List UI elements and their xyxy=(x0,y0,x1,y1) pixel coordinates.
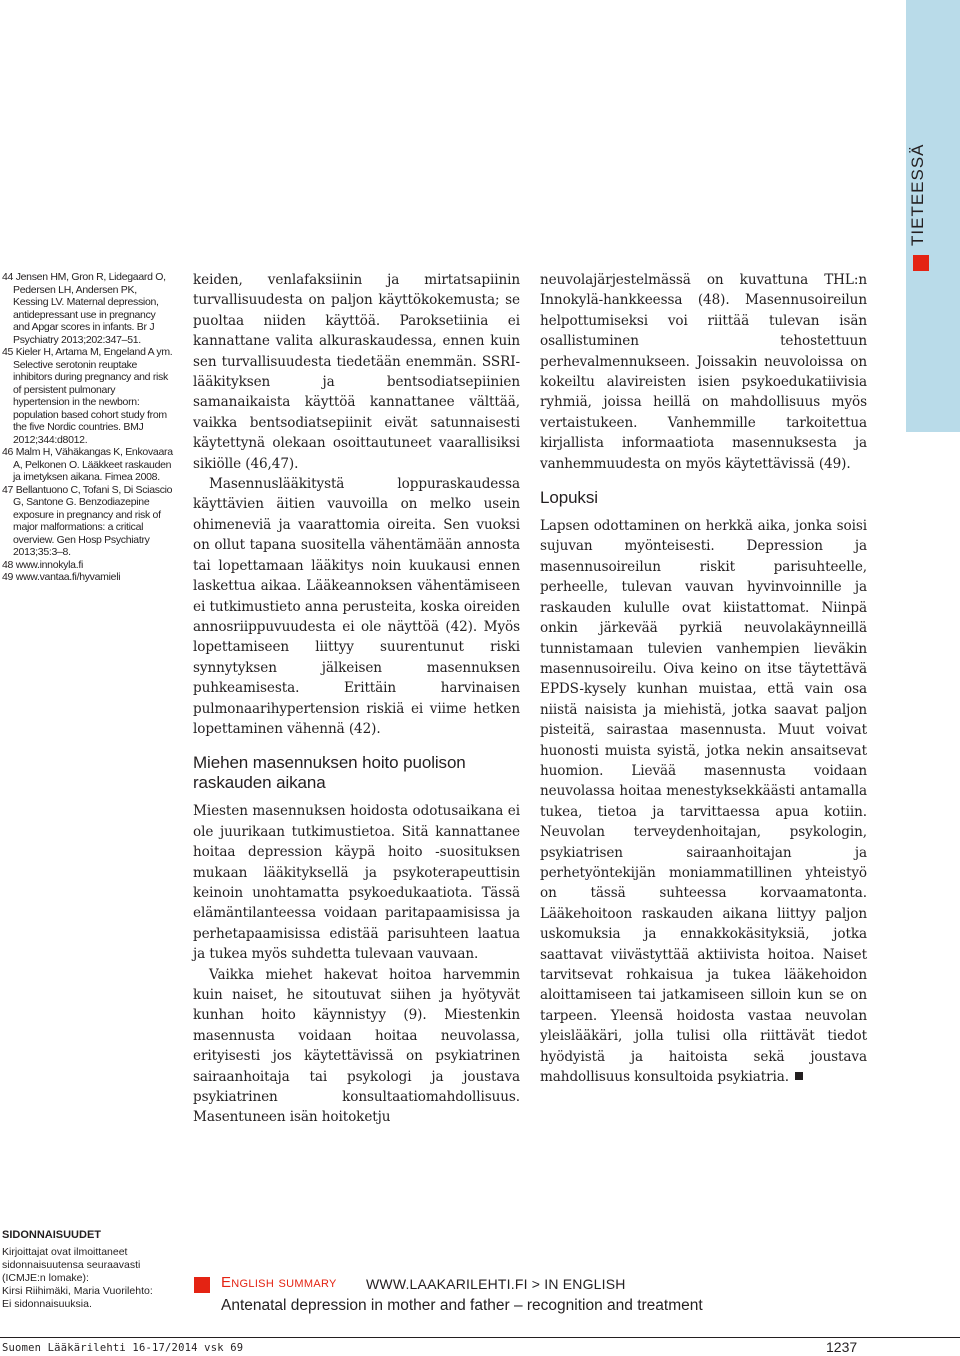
paragraph: neuvolajärjestelmässä on kuvattuna THL:n Innokylä-hankkeessa (48). Masennusoireilun helpottumiseksi voi riittää tulevan isän osallistuminen tehostettuun perhevalmennukseen. Joissakin neuvoloissa on kokeiltu alavireisten isien psykoedukatiivisia ryhmiä, joissa heillä on mahdollisuus myös vertaistukeen. Vanhemmille tarkoitettua kirjallista informaatiota masennuksesta ja vanhemmuudesta on myös käytettävissä (49). xyxy=(540,272,867,472)
disclosure-box xyxy=(2,1229,172,1311)
page-number: 1237 xyxy=(826,1339,858,1355)
reference-item: 49 www.vantaa.fi/hyvamieli xyxy=(2,571,121,583)
paragraph-text: Lapsen odottaminen on herkkä aika, jonka soisi sujuvan myönteisesti. Depression ja masennusoireilun riskit parisuhteelle, perheelle, tulevan vauvan hyvinvoinnille ja raskauden kululle ovat kiistattomat. Niinpä onkin järkevää pyrkiä neuvolakäynneillä tunnistamaan tulevien vanhempien lieväkin masennusoireilu. Oiva keino on itse täytettävä EPDS-kysely kunhan muistaa, että vain osa niistä naisista ja miehistä, jotka saavat paljon pisteitä, sairastaa masennusta. Muut voivat huonosti muista syistä, jotka nekin ansaitsevat huomion. Lievää masennusta voidaan neuvolassa hoitaa menestyksekkäästi antamalla tukea, tietoa ja tarvittaessa apua kotiin. Neuvolan terveydenhoitajan, psykologin, psykiatrisen sairaanhoitajan ja perhetyöntekijän moniammatillinen yhteistyö on tässä suhteessa korvaamatonta. Lääkehoitoon raskauden aikana liittyy paljon uskomuksia ja ennakkokäsityksiä, jotka saattavat viivästyttää aktiivista hoitoa. Naiset tarvitsevat rohkaisua ja tukea lääkehoidon aloittamiseen tai jatkamiseen silloin kun se on tarpeen. Yleensä hoidosta vastaa neuvolan yleislääkäri, jolla tulisi olla riittävät tiedot hyödyistä ja haitoista sekä joustava mahdollisuus konsultoida psykiatria. xyxy=(540,518,867,1086)
section-heading: Lopuksi xyxy=(540,488,598,508)
footer-divider xyxy=(0,1337,960,1338)
disclosure-title: SIDONNAISUUDET xyxy=(2,1229,102,1241)
section-square-icon xyxy=(913,255,929,271)
reference-item: 45 Kieler H, Artama M, Engeland A ym. Selective serotonin reuptake inhibitors during pregnancy and risk of persistent pulmonary hypertension in the newborn: population based cohort study from the five Nordic countries. BMJ 2012;344:d8012. xyxy=(2,346,173,446)
english-summary-label: English summary xyxy=(221,1274,337,1291)
paragraph xyxy=(540,516,867,1087)
reference-item: 44 Jensen HM, Gron R, Lidegaard O, Pedersen LH, Andersen PK, Kessing LV. Maternal depression, antidepressant use in pregnancy and Apgar scores in infants. Br J Psychiatry 2013;202:347–51. xyxy=(2,271,166,346)
article-column-middle xyxy=(193,270,520,1128)
paragraph: keiden, venlafaksiinin ja mirtatsapiinin turvallisuudesta on paljon käyttökokemusta; se puoltaa niiden käyttöä. Paroksetiinia ei kannattane valita alkuraskaudessa, ennen kuin sen turvallisuudesta tiedetään enemmän. SSRI-lääkityksen ja bentsodiatsepiinien samanaikaista käyttöä kannattanee välttää, vaikka bentsodiatsepiinit eivät satunnaisesti käytettynä olekaan osoittautuneet vaarallisiksi sikiölle (46,47). xyxy=(193,272,520,472)
reference-list xyxy=(2,271,174,584)
english-summary-title: Antenatal depression in mother and father – recognition and treatment xyxy=(221,1297,703,1314)
reference-item: 47 Bellantuono C, Tofani S, Di Sciascio G, Santone G. Benzodiazepine exposure in pregnancy and risk of major malformations: a critical overview. Gen Hosp Psychiatry 2013;35:3–8. xyxy=(2,483,173,558)
paragraph: Miesten masennuksen hoidosta odotusaikana ei ole juurikaan tutkimustietoa. Sitä kannattanee hoitaa depression käypä hoito -suosituksen mukaan lääkityksellä ja psykoterapeuttisin keinoin unohtamatta psykoedukaatiota. Tässä elämäntilanteessa voidaan paritapaamisissa ja perhetapaamisissa edistää parisuhteen laatua ja tukea myös suhdetta tulevaan vauvaan. xyxy=(193,803,520,963)
section-tag: TIETEESSÄ xyxy=(908,143,927,246)
summary-square-icon xyxy=(194,1277,210,1293)
reference-item: 48 www.innokyla.fi xyxy=(2,558,83,571)
paragraph: Masennuslääkitystä loppuraskaudessa käyttävien äitien vauvoilla on melko usein ohimeneviä ja vaarattomia oireita. Sen vuoksi on ollut tapana suositella vähentämään annosta tai lopettamaan lääkitys noin kuukausi ennen laskettua aikaa. Lääkeannoksen vähentämiseen ei tutkimustieto anna perusteita, koska oireiden annosriippuvuudesta ei ole näyttöä (42). Myös lopettamiseen liittyy suurentunut riski synnytyksen jälkeisen masennuksen puhkeamisesta. Erittäin harvinaisen pulmonaarihypertension riskiä ei viime hetken lopettaminen vähennä (42). xyxy=(193,476,520,737)
footer-journal: Suomen Lääkärilehti 16-17/2014 vsk 69 xyxy=(2,1342,244,1354)
section-heading: Miehen masennuksen hoito puolison raskauden aikana xyxy=(193,753,466,793)
disclosure-text: Kirjoittajat ovat ilmoittaneet sidonnaisuutensa seuraavasti (ICMJE:n lomake): Kirsi Riihimäki, Maria Vuorilehto: Ei sidonnaisuuksia. xyxy=(2,1246,153,1310)
end-of-article-icon xyxy=(795,1072,803,1080)
article-column-right xyxy=(540,270,867,1087)
paragraph: Vaikka miehet hakevat hoitoa harvemmin kuin naiset, he sitoutuvat siihen ja hyötyvät kunhan hoito käynnistyy (9). Miestenkin masennusta voidaan hoitaa neuvolassa, erityisesti jos käytettävissä on psykiatrinen sairaanhoitaja tai psykologi ja joustava psykiatrinen konsultaatiomahdollisuus. Masentuneen isän hoitoketju xyxy=(193,966,520,1126)
reference-item: 46 Malm H, Vähäkangas K, Enkovaara A, Pelkonen O. Lääkkeet raskauden ja imetyksen aikana. Fimea 2008. xyxy=(2,446,173,483)
english-summary-link[interactable]: WWW.LAAKARILEHTI.FI > IN ENGLISH xyxy=(366,1276,626,1292)
